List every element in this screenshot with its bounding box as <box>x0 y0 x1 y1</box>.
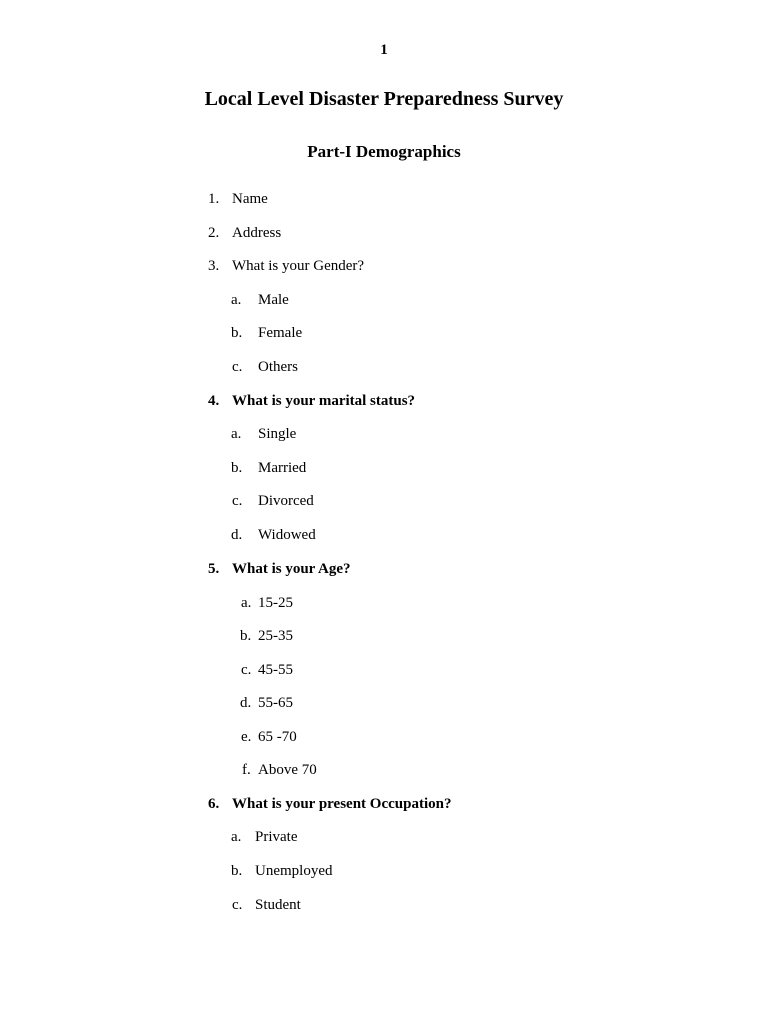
option-text: 65 -70 <box>258 729 297 745</box>
option-text: 15-25 <box>258 595 293 611</box>
option-text: 55-65 <box>258 695 293 711</box>
question-5-text: What is your Age? <box>232 561 351 577</box>
section-title: Part-I Demographics <box>307 142 461 161</box>
option-text: Female <box>258 325 303 341</box>
question-number: 1. <box>208 191 220 207</box>
option-marker: a. <box>231 292 242 308</box>
option-marker: c. <box>232 897 243 913</box>
option-marker: f. <box>242 762 251 778</box>
option-text: 25-35 <box>258 628 293 644</box>
page-number: 1 <box>380 42 388 58</box>
option-marker: e. <box>241 729 252 745</box>
option-text: Widowed <box>258 527 316 543</box>
question-6-text: What is your present Occupation? <box>232 796 452 812</box>
option-marker: a. <box>231 426 242 442</box>
survey-title: Local Level Disaster Preparedness Survey <box>204 88 564 110</box>
question-5-number: 5. <box>208 561 220 577</box>
question-6-number: 6. <box>208 796 220 812</box>
option-text: Others <box>258 359 298 375</box>
option-marker: d. <box>231 527 243 543</box>
question-number: 2. <box>208 225 220 241</box>
option-marker: b. <box>240 628 252 644</box>
question-3-text: What is your Gender? <box>232 258 365 274</box>
option-marker: c. <box>241 662 252 678</box>
option-marker: a. <box>231 829 242 845</box>
option-text: Above 70 <box>258 762 317 778</box>
question-2 <box>208 224 219 242</box>
option-marker: b. <box>231 863 243 879</box>
option-marker: b. <box>231 325 243 341</box>
question-4-number: 4. <box>208 393 220 409</box>
option-text: Divorced <box>258 493 314 509</box>
option-marker: a. <box>241 595 252 611</box>
option-marker: d. <box>240 695 252 711</box>
question-4-text: What is your marital status? <box>232 393 416 409</box>
option-text: 45-55 <box>258 662 293 678</box>
question-1 <box>208 190 219 208</box>
option-text: Unemployed <box>255 863 333 879</box>
question-1-text: Name <box>232 191 268 207</box>
option-text: Married <box>258 460 307 476</box>
option-text: Student <box>255 897 301 913</box>
option-marker: b. <box>231 460 243 476</box>
option-marker: c. <box>232 359 243 375</box>
option-text: Private <box>255 829 298 845</box>
question-3-number: 3. <box>208 258 220 274</box>
option-marker: c. <box>232 493 243 509</box>
question-2-text: Address <box>232 225 282 241</box>
option-text: Male <box>258 292 289 308</box>
option-text: Single <box>258 426 297 442</box>
